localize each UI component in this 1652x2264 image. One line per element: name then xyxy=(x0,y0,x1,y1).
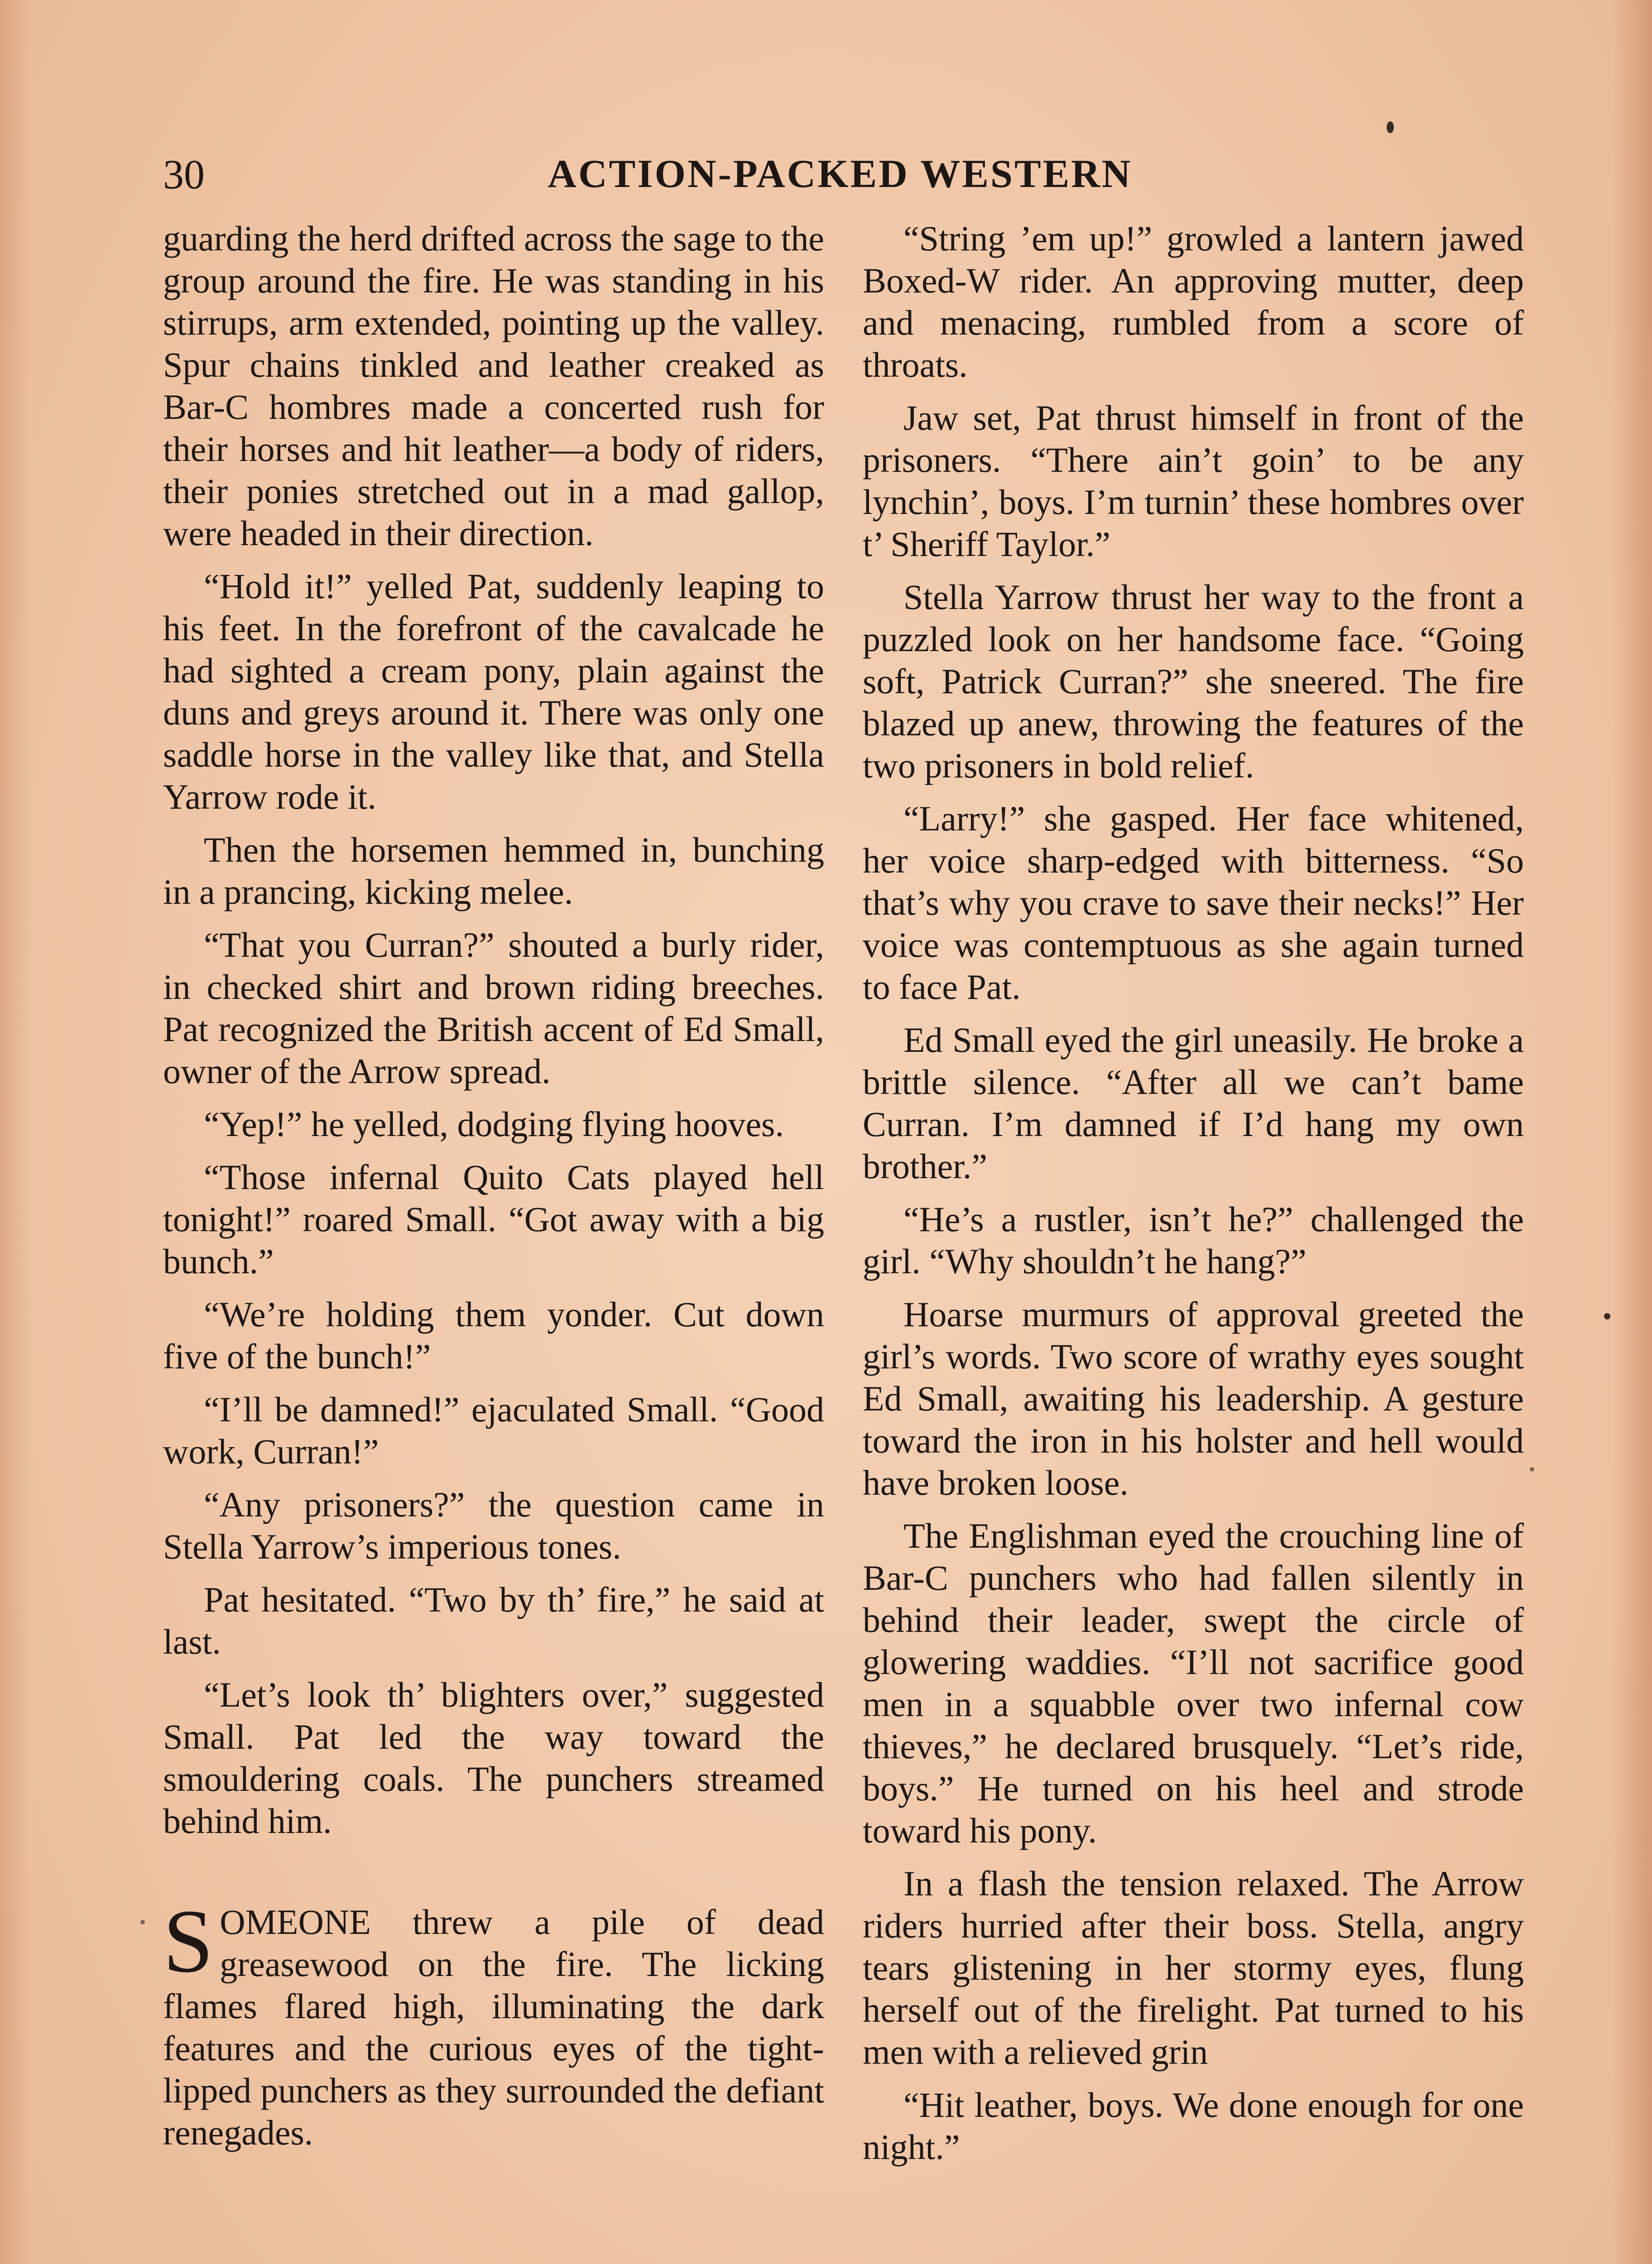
running-head: ACTION-PACKED WESTERN xyxy=(547,152,1133,196)
drop-cap: S xyxy=(163,1891,214,1991)
paragraph: “Those infernal Quito Cats played hell tonight!” roared Small. “Got away with a big bunch.” xyxy=(163,1157,824,1281)
paragraph: The Englishman eyed the crouching line of Bar-C punchers who had fallen silently in behind their leader, swept the circle of glowering waddies. “I’ll not sacrifice good men in a squabble over two infernal cow thieves,” he declared brusquely. “Let’s ride, boys.” He turned on his heel and strode toward his pony. xyxy=(863,1516,1524,1850)
paragraph: “He’s a rustler, isn’t he?” challenged the girl. “Why shouldn’t he hang?” xyxy=(863,1199,1524,1281)
ink-speck xyxy=(1387,121,1394,133)
section-opening-paragraph xyxy=(163,1891,824,2154)
ink-speck xyxy=(140,1920,145,1924)
paragraph: Pat hesitated. “Two by th’ fire,” he said at last. xyxy=(163,1580,824,1661)
paragraph: Ed Small eyed the girl uneasily. He broke a brittle silence. “After all we can’t bame Curran. I’m damned if I’d hang my own brother.” xyxy=(863,1020,1524,1186)
section-opening-text: OMEONE threw a pile of dead greasewood on the fire. The licking flames flared high, illuminating the dark features and the curious eyes of the tight-lipped punchers as they surrounded the defiant renegades. xyxy=(163,1902,824,2152)
paragraph: “We’re holding them yonder. Cut down five of the bunch!” xyxy=(163,1295,824,1376)
paragraph: Hoarse murmurs of approval greeted the girl’s words. Two score of wrathy eyes sought Ed Small, awaiting his leadership. A gesture toward the iron in his holster and hell would have broken loose. xyxy=(863,1295,1524,1502)
paragraph: guarding the herd drifted across the sage to the group around the fire. He was standing in his stirrups, arm extended, pointing up the valley. Spur chains tinkled and leather creaked as Bar-C hombres made a concerted rush for their horses and hit leather—a body of riders, their ponies stretched out in a mad gallop, were headed in their direction. xyxy=(163,219,824,553)
page-edge-shadow-left xyxy=(0,0,32,2264)
page-header xyxy=(163,149,1517,199)
paragraph: “That you Curran?” shouted a burly rider, in checked shirt and brown riding breeches. Pat recognized the British accent of Ed Small, owner of the Arrow spread. xyxy=(163,925,824,1091)
page-edge-shadow-right xyxy=(1611,0,1652,2264)
paragraph: Then the horsemen hemmed in, bunching in a prancing, kicking melee. xyxy=(163,830,824,911)
page-number: 30 xyxy=(163,151,205,197)
paragraph: “Larry!” she gasped. Her face whitened, her voice sharp-edged with bitterness. “So that’s why you crave to save their necks!” Her voice was contemptuous as she again turned to face Pat. xyxy=(863,799,1524,1007)
paragraph: “Hit leather, boys. We done enough for one night.” xyxy=(863,2085,1524,2167)
paragraph: In a flash the tension relaxed. The Arrow riders hurried after their boss. Stella, angry tears glistening in her stormy eyes, flung herself out of the firelight. Pat turned to his men with a relieved grin xyxy=(863,1864,1524,2072)
paragraph: “Let’s look th’ blighters over,” suggested Small. Pat led the way toward the smouldering coals. The punchers streamed behind him. xyxy=(163,1675,824,1841)
paragraph: “Hold it!” yelled Pat, suddenly leaping to his feet. In the forefront of the cavalcade he had sighted a cream pony, plain against the duns and greys around it. There was only one saddle horse in the valley like that, and Stella Yarrow rode it. xyxy=(163,566,824,816)
paragraph: Jaw set, Pat thrust himself in front of the prisoners. “There ain’t goin’ to be any lynchin’, boys. I’m turnin’ these hombres over t’ Sheriff Taylor.” xyxy=(863,398,1524,564)
paragraph: “I’ll be damned!” ejaculated Small. “Good work, Curran!” xyxy=(163,1390,824,1471)
paragraph: Stella Yarrow thrust her way to the front a puzzled look on her handsome face. “Going soft, Patrick Curran?” she sneered. The fire blazed up anew, throwing the features of the two prisoners in bold relief. xyxy=(863,577,1524,785)
paragraph: “String ’em up!” growled a lantern jawed Boxed-W rider. An approving mutter, deep and menacing, rumbled from a score of throats. xyxy=(863,219,1524,384)
paragraph: “Any prisoners?” the question came in Stella Yarrow’s imperious tones. xyxy=(163,1485,824,1566)
ink-speck xyxy=(1530,1467,1534,1472)
right-column xyxy=(863,217,1524,2179)
ink-speck xyxy=(1604,1313,1610,1319)
paragraph: “Yep!” he yelled, dodging flying hooves. xyxy=(204,1104,784,1144)
left-column xyxy=(163,217,824,2164)
